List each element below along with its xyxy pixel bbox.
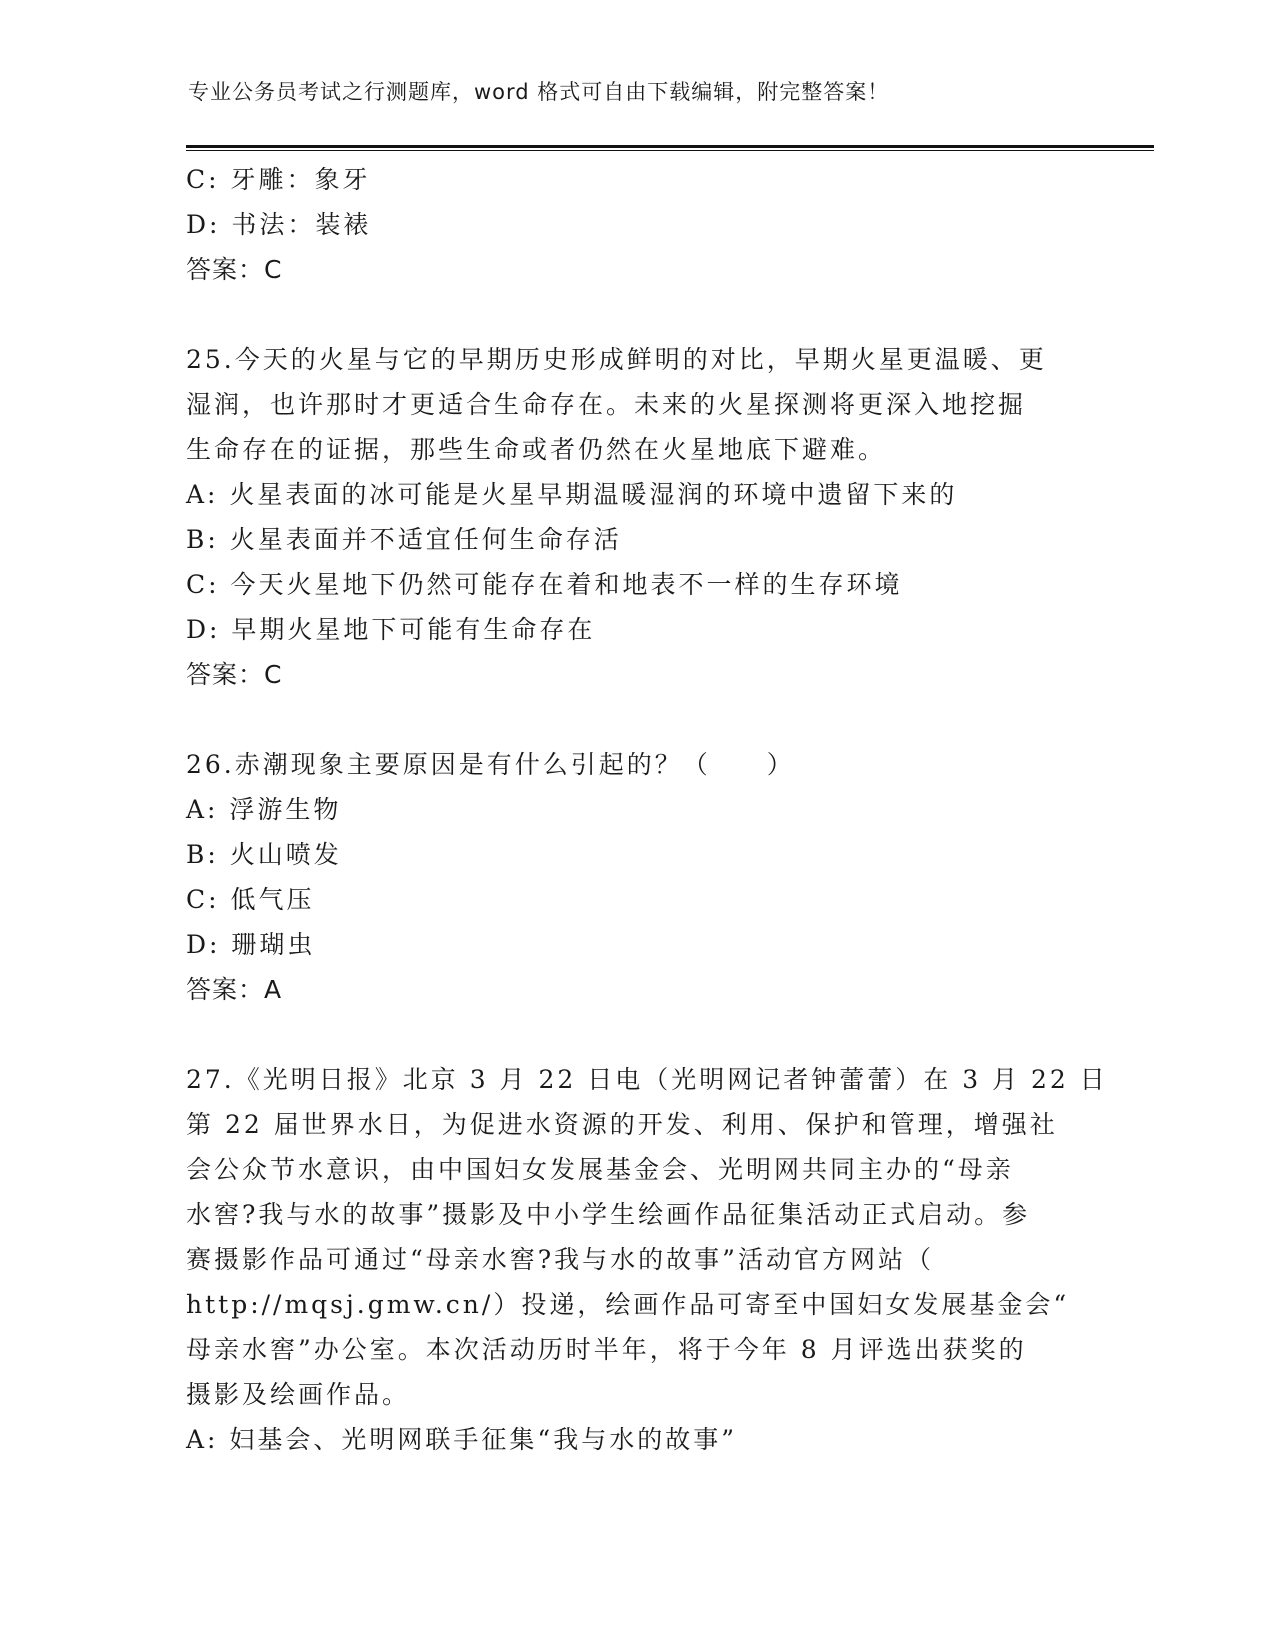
q25-option-d: D: 早期火星地下可能有生命存在 bbox=[186, 615, 596, 644]
q25-option-c: C: 今天火星地下仍然可能存在着和地表不一样的生存环境 bbox=[186, 570, 903, 599]
q27-stem-line-2: 第 22 届世界水日，为促进水资源的开发、利用、保护和管理，增强社 bbox=[186, 1110, 1058, 1139]
q27-stem-line-3: 会公众节水意识，由中国妇女发展基金会、光明网共同主办的“母亲 bbox=[186, 1155, 1014, 1184]
q24-option-d: D: 书法：装裱 bbox=[186, 210, 372, 239]
q24-option-c: C: 牙雕：象牙 bbox=[186, 165, 371, 194]
q27-stem-line-8: 摄影及绘画作品。 bbox=[186, 1380, 411, 1409]
q26-option-c: C: 低气压 bbox=[186, 885, 315, 914]
spacer bbox=[186, 292, 1086, 337]
q27-option-a: A: 妇基会、光明网联手征集“我与水的故事” bbox=[186, 1425, 737, 1454]
q26-option-a: A: 浮游生物 bbox=[186, 795, 342, 824]
q27-stem-line-7: 母亲水窖”办公室。本次活动历时半年，将于今年 8 月评选出获奖的 bbox=[186, 1335, 1027, 1364]
q26-option-b: B: 火山喷发 bbox=[186, 840, 342, 869]
q25-stem-line-3: 生命存在的证据，那些生命或者仍然在火星地底下避难。 bbox=[186, 435, 887, 464]
header-rule-thin bbox=[186, 150, 1154, 151]
q25-stem-line-2: 湿润，也许那时才更适合生命存在。未来的火星探测将更深入地挖掘 bbox=[186, 390, 1027, 419]
q26-answer: 答案：A bbox=[186, 975, 283, 1004]
q27-stem-line-1: 27.《光明日报》北京 3 月 22 日电（光明网记者钟蕾蕾）在 3 月 22 日 bbox=[186, 1065, 1108, 1094]
q27-stem-line-4: 水窖?我与水的故事”摄影及中小学生绘画作品征集活动正式启动。参 bbox=[186, 1200, 1031, 1229]
q26-stem: 26.赤潮现象主要原因是有什么引起的？（ ） bbox=[186, 750, 795, 779]
document-body bbox=[186, 157, 1108, 1462]
q26-option-d: D: 珊瑚虫 bbox=[186, 930, 316, 959]
q27-stem-line-6: http://mqsj.gmw.cn/）投递，绘画作品可寄至中国妇女发展基金会“ bbox=[186, 1290, 1070, 1319]
q25-option-a: A: 火星表面的冰可能是火星早期温暖湿润的环境中遗留下来的 bbox=[186, 480, 958, 509]
q25-stem-line-1: 25.今天的火星与它的早期历史形成鲜明的对比，早期火星更温暖、更 bbox=[186, 345, 1047, 374]
spacer bbox=[186, 1012, 1086, 1057]
q27-stem-line-5: 赛摄影作品可通过“母亲水窖?我与水的故事”活动官方网站（ bbox=[186, 1245, 934, 1274]
spacer bbox=[186, 697, 1086, 742]
q25-option-b: B: 火星表面并不适宜任何生命存活 bbox=[186, 525, 622, 554]
q25-answer: 答案：C bbox=[186, 660, 283, 689]
q24-answer: 答案：C bbox=[186, 255, 283, 284]
page-header: 专业公务员考试之行测题库，word 格式可自由下载编辑，附完整答案！ bbox=[188, 80, 890, 104]
header-rule-thick bbox=[186, 145, 1154, 148]
